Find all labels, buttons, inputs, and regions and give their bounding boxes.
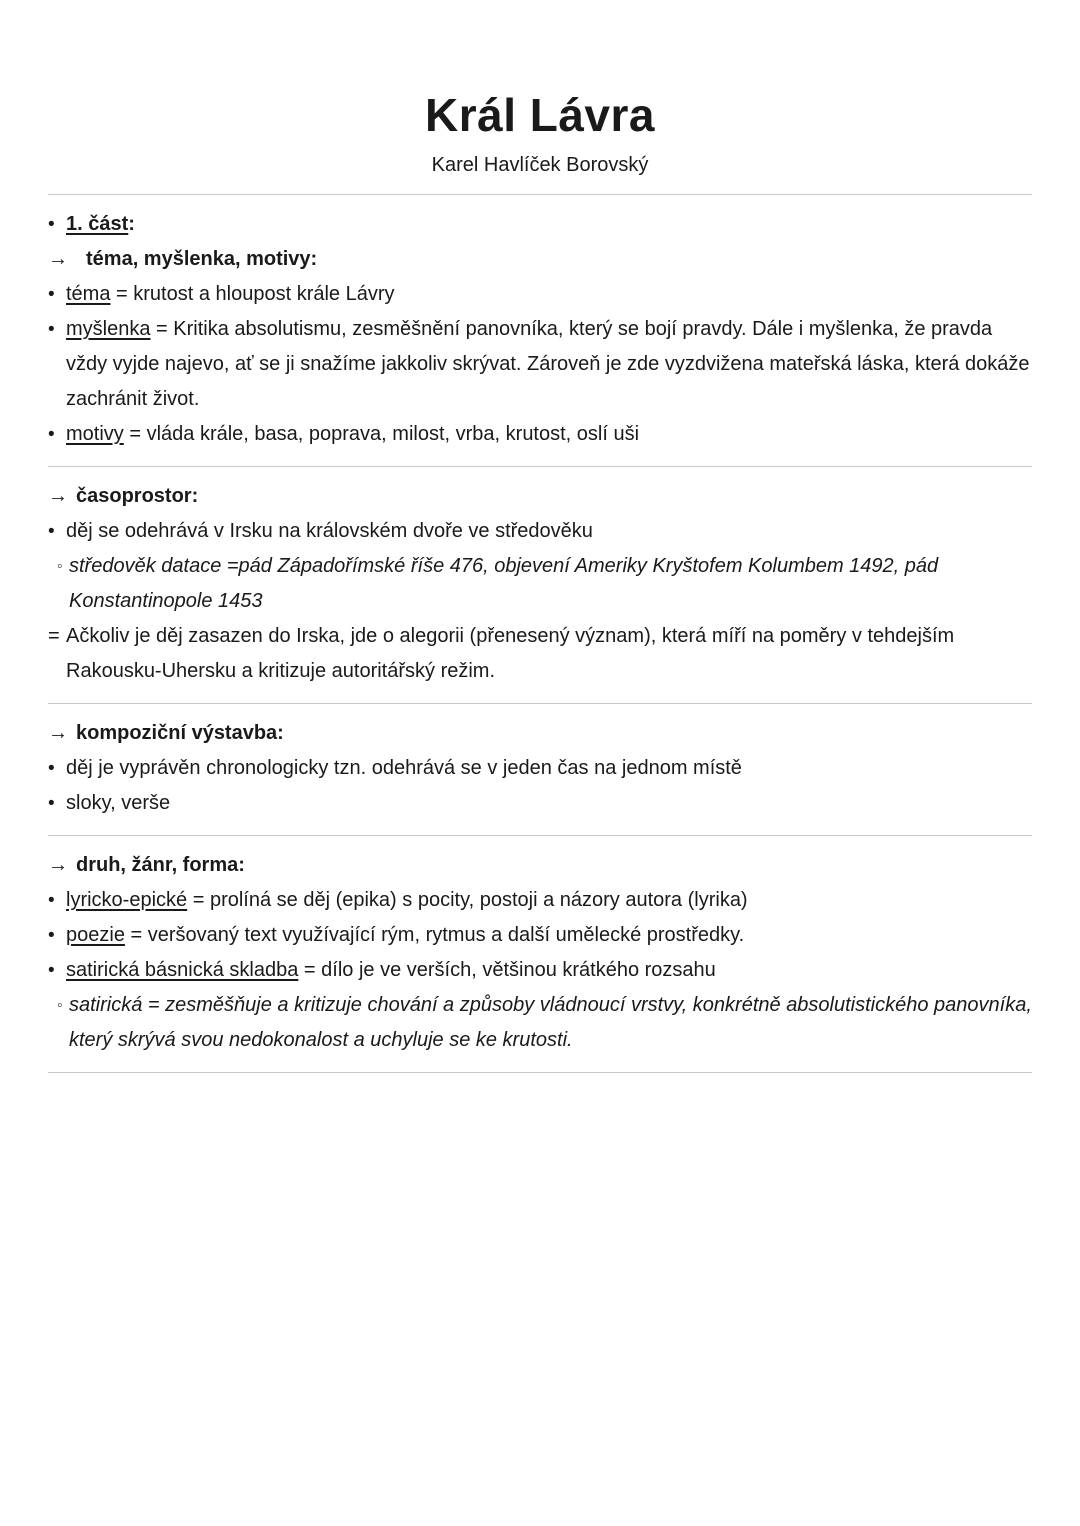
circle-marker: ◦	[57, 997, 63, 1014]
text-segment: myšlenka	[66, 318, 151, 340]
circle-marker: ◦	[57, 558, 63, 575]
doc-line	[48, 207, 1032, 242]
text-segment: téma, myšlenka, motivy:	[86, 248, 318, 270]
line-content	[66, 918, 1032, 953]
text-segment: kompoziční výstavba:	[76, 722, 284, 744]
doc-title: Král Lávra	[424, 89, 655, 141]
doc-header	[48, 0, 1032, 180]
bullet-marker: •	[48, 960, 55, 981]
doc-line	[48, 242, 1032, 277]
bullet-marker: •	[48, 521, 55, 542]
line-content	[66, 312, 1032, 417]
line-content	[76, 716, 1032, 751]
doc-line	[48, 716, 1032, 751]
text-segment: motivy	[66, 423, 124, 445]
text-segment: = krutost a hloupost krále Lávry	[110, 283, 395, 305]
text-segment: = Kritika absolutismu, zesměšnění panovníka, který se bojí pravdy. Dále i myšlenka, že pravda vždy vyjde najevo, ať se ji snažíme jakkoliv skrývat. Zároveň je zde vyzdvižena mateřská láska, která dokáže zachránit život.	[66, 318, 1030, 410]
line-content	[66, 277, 1032, 312]
arrow-marker: →	[48, 854, 68, 876]
text-segment: děj je vyprávěn chronologicky tzn. odehrává se v jeden čas na jednom místě	[66, 757, 742, 779]
line-content	[66, 751, 1032, 786]
doc-body	[48, 195, 1032, 1073]
line-content	[69, 549, 1032, 619]
divider	[48, 1072, 1032, 1073]
doc-line	[48, 312, 1032, 417]
doc-line	[48, 953, 1032, 988]
line-content	[66, 619, 1032, 689]
doc-line	[48, 786, 1032, 821]
line-content	[69, 988, 1032, 1058]
text-segment: = veršovaný text využívající rým, rytmus a další umělecké prostředky.	[124, 924, 745, 946]
text-segment: = vláda krále, basa, poprava, milost, vrba, krutost, oslí uši	[123, 423, 640, 445]
text-segment: satirická básnická skladba	[66, 959, 299, 981]
doc-line	[48, 514, 1032, 549]
doc-line	[48, 751, 1032, 786]
doc-line	[48, 988, 1032, 1058]
line-content	[76, 848, 1032, 883]
text-segment: = prolíná se děj (epika) s pocity, postoji a názory autora (lyrika)	[187, 889, 748, 911]
arrow-marker: →	[48, 485, 68, 507]
line-content	[66, 207, 1032, 242]
bullet-marker: •	[48, 284, 55, 305]
text-segment: satirická = zesměšňuje a kritizuje chování a způsoby vládnoucí vrstvy, konkrétně absolutistického panovníka, který skrývá svou nedokonalost a uchyluje se ke krutosti.	[69, 994, 1032, 1051]
doc-line	[48, 918, 1032, 953]
text-segment: sloky, verše	[66, 792, 171, 814]
text-segment: téma	[66, 283, 111, 305]
doc-line	[48, 277, 1032, 312]
doc-line	[48, 479, 1032, 514]
section	[48, 836, 1032, 1072]
text-segment: druh, žánr, forma:	[76, 854, 245, 876]
doc-line	[48, 883, 1032, 918]
line-content	[86, 242, 1032, 277]
text-segment: 1. část	[66, 213, 129, 235]
line-content	[66, 883, 1032, 918]
arrow-marker: →	[48, 248, 68, 270]
line-content	[66, 953, 1032, 988]
text-segment: :	[128, 213, 135, 235]
equals-marker: =	[48, 625, 60, 647]
doc-line	[48, 848, 1032, 883]
section	[48, 195, 1032, 466]
bullet-marker: •	[48, 793, 55, 814]
section	[48, 467, 1032, 703]
bullet-marker: •	[48, 424, 55, 445]
text-segment: lyricko-epické	[66, 889, 188, 911]
line-content	[66, 417, 1032, 452]
line-content	[66, 786, 1032, 821]
text-segment: středověk datace =pád Západořímské říše 476, objevení Ameriky Kryštofem Kolumbem 1492, pád Konstantinopole 1453	[69, 555, 939, 612]
bullet-marker: •	[48, 890, 55, 911]
doc-line	[48, 619, 1032, 689]
bullet-marker: •	[48, 319, 55, 340]
line-content	[66, 514, 1032, 549]
text-segment: děj se odehrává v Irsku na královském dvoře ve středověku	[66, 520, 593, 542]
doc-line	[48, 417, 1032, 452]
section	[48, 704, 1032, 835]
bullet-marker: •	[48, 758, 55, 779]
text-segment: Ačkoliv je děj zasazen do Irska, jde o alegorii (přenesený význam), která míří na poměry v tehdejším Rakousku-Uhersku a kritizuje autoritářský režim.	[66, 625, 955, 682]
doc-line	[48, 549, 1032, 619]
bullet-marker: •	[48, 214, 55, 235]
bullet-marker: •	[48, 925, 55, 946]
text-segment: časoprostor:	[76, 485, 199, 507]
doc-subtitle: Karel Havlíček Borovský	[431, 154, 649, 176]
arrow-marker: →	[48, 722, 68, 744]
text-segment: poezie	[66, 924, 125, 946]
line-content	[76, 479, 1032, 514]
text-segment: = dílo je ve verších, většinou krátkého rozsahu	[298, 959, 716, 981]
